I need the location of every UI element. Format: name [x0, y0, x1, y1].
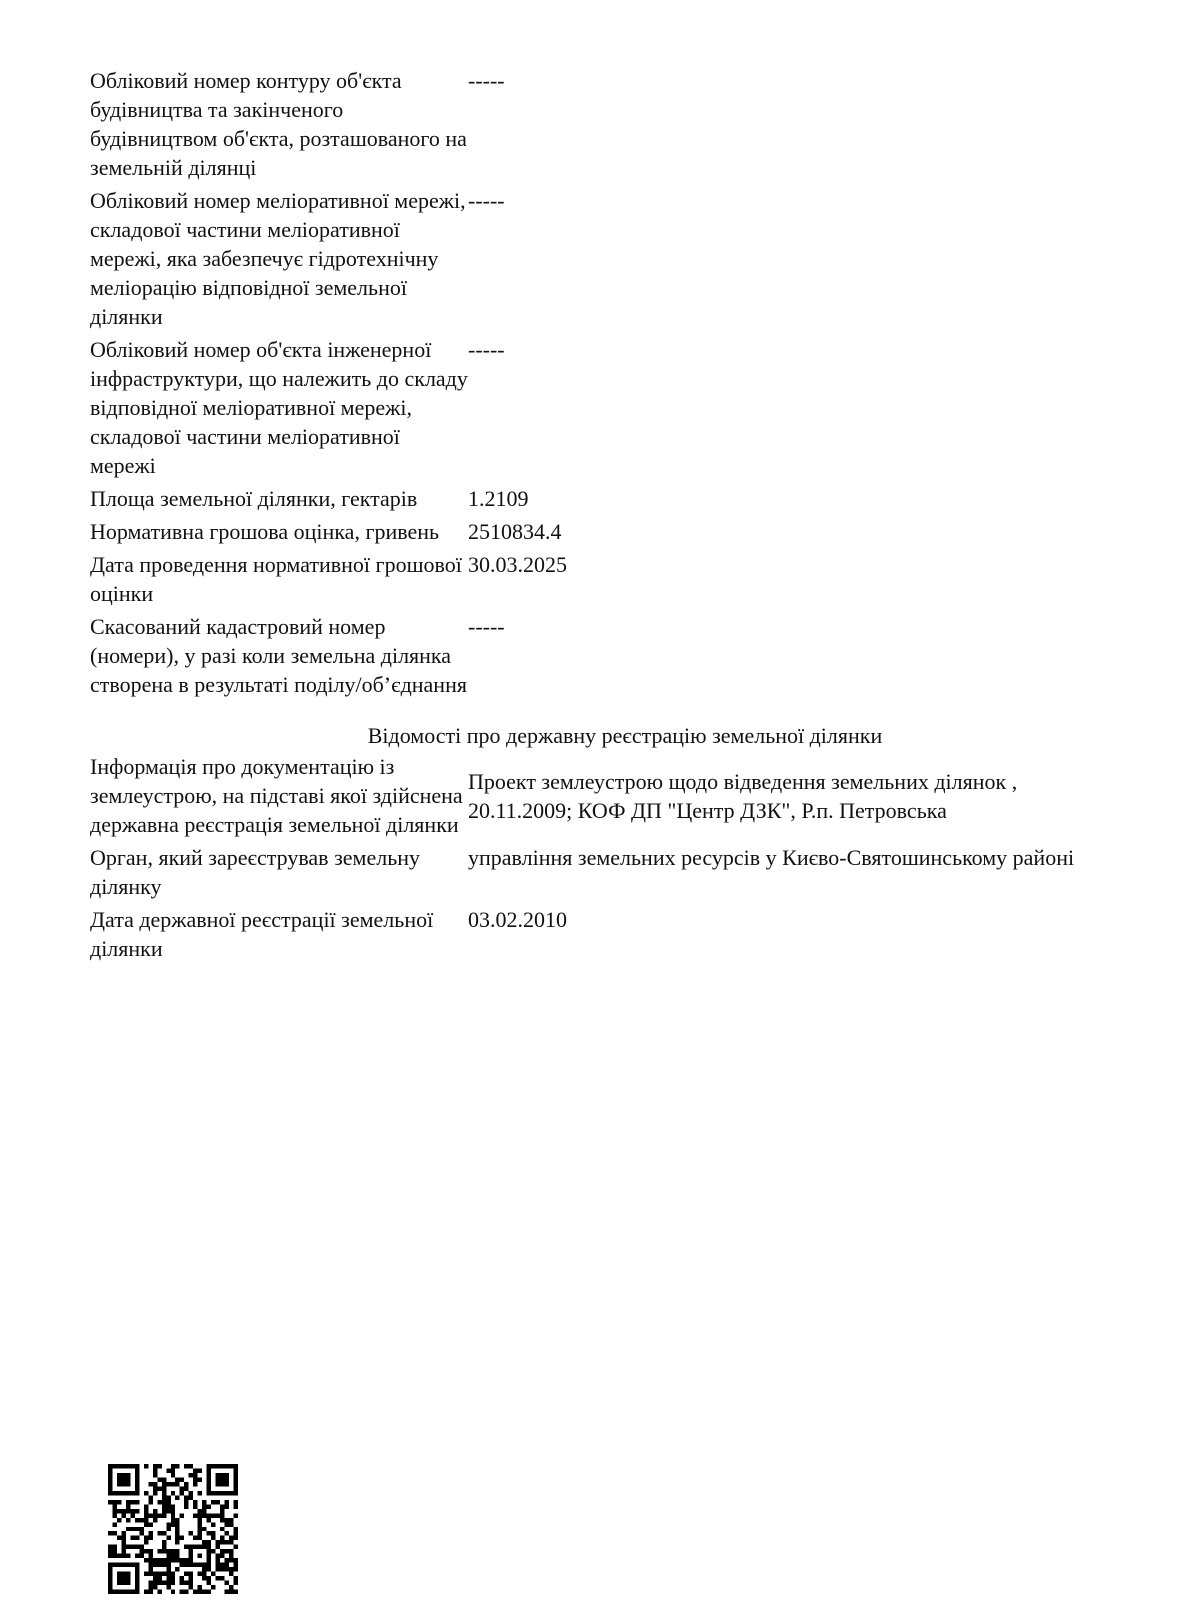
- field-label: Інформація про документацію із землеустрою, на підставі якої здійснена державна реєстрація земельної ділянки: [90, 754, 463, 837]
- registration-section-title: Відомості про державну реєстрацію земельної ділянки: [367, 723, 883, 748]
- field-value: Проект землеустрою щодо відведення земельних ділянок , 20.11.2009; КОФ ДП "Центр ДЗК", Р.п. Петровська: [468, 768, 1018, 823]
- field-label: Орган, який зареєстрував земельну ділянку: [90, 845, 420, 899]
- info-row-valuation-date: [90, 550, 1120, 608]
- info-row-registration-date: [90, 905, 1120, 963]
- field-label: Площа земельної ділянки, гектарів: [90, 486, 418, 511]
- info-row-normative-valuation: [90, 517, 1120, 546]
- info-row-registering-authority: [90, 843, 1120, 901]
- field-value: 1.2109: [468, 486, 529, 511]
- field-label: Скасований кадастровий номер (номери), у разі коли земельна ділянка створена в результаті поділу/об’єднання: [90, 614, 467, 697]
- field-value: 30.03.2025: [468, 552, 567, 577]
- info-row-melioration-network: [90, 186, 1120, 331]
- info-row-land-documentation: [90, 752, 1120, 839]
- field-value: -----: [468, 188, 505, 213]
- info-row-cancelled-cadastral-number: [90, 612, 1120, 699]
- field-label: Обліковий номер контуру об'єкта будівництва та закінченого будівництвом об'єкта, розташованого на земельній ділянці: [90, 68, 467, 180]
- field-value: -----: [468, 614, 505, 639]
- field-label: Обліковий номер меліоративної мережі, складової частини меліоративної мережі, яка забезпечує гідротехнічну меліорацію відповідної земельної ділянки: [90, 188, 466, 329]
- qr-code-icon: [108, 1464, 238, 1594]
- info-row-construction-contour: [90, 66, 1120, 182]
- field-label: Дата проведення нормативної грошової оцінки: [90, 552, 462, 606]
- field-value: -----: [468, 68, 505, 93]
- field-label: Обліковий номер об'єкта інженерної інфраструктури, що належить до складу відповідної меліоративної мережі, складової частини меліоративної мережі: [90, 337, 468, 478]
- field-label: Дата державної реєстрації земельної ділянки: [90, 907, 434, 961]
- info-row-area: [90, 484, 1120, 513]
- field-label: Нормативна грошова оцінка, гривень: [90, 519, 440, 544]
- field-value: -----: [468, 337, 505, 362]
- field-value: 2510834.4: [468, 519, 562, 544]
- field-value: 03.02.2010: [468, 907, 567, 932]
- field-value: управління земельних ресурсів у Києво-Святошинському районі: [468, 845, 1075, 870]
- info-row-engineering-infrastructure: [90, 335, 1120, 480]
- document-page: [90, 66, 1120, 967]
